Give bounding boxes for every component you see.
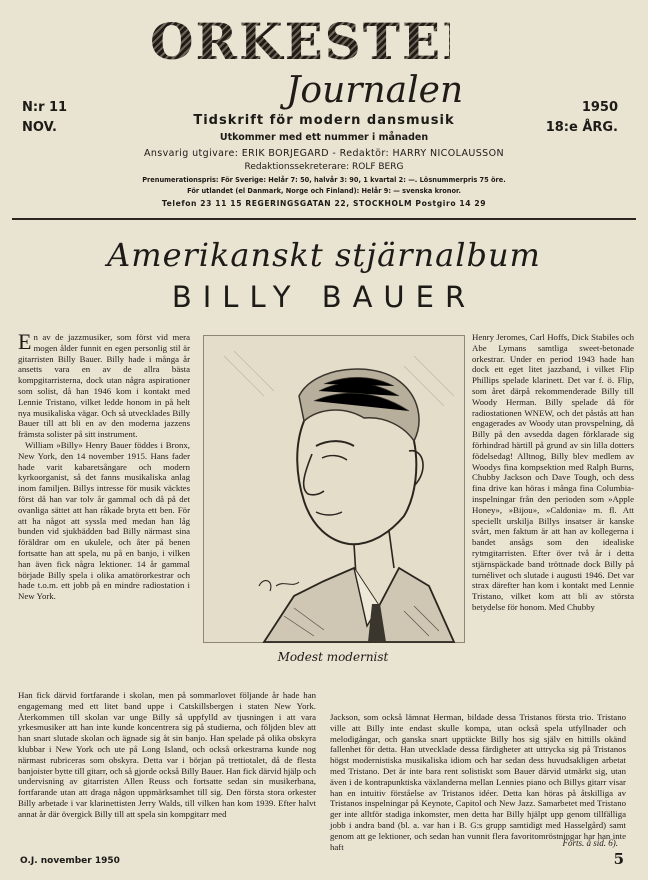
article-column-right — [472, 332, 634, 702]
paragraph-1: n av de jazzmusiker, som först vid mera mogen ålder funnit en egen personlig stil är gitarristen Billy Bauer. Billy hade i många år ansetts vara en av de allra bästa kompgitarristerna, dock utan några aspirationer som solist, då han 1946 kom i kontakt med Lennie Tristano, vilket ledde honom in på helt nya musikaliska vägar. Och så utvecklades Billy Bauer till att bli en av den moderna jazzens främsta solister på sitt instrument. — [18, 332, 190, 440]
issue-number: N:r 11 — [22, 100, 68, 115]
portrait-sketch — [204, 336, 464, 642]
masthead-rule — [12, 218, 636, 220]
logo-title: ORKESTER — [150, 12, 486, 71]
article-title: BILLY BAUER — [171, 280, 477, 314]
portrait-illustration — [203, 335, 465, 643]
article-column-left — [18, 329, 190, 687]
article-kicker: Amerikanskt stjärnalbum — [107, 236, 541, 274]
continued-note: Forts. å sid. 6). — [562, 838, 618, 848]
masthead-logo — [0, 8, 648, 111]
tagline: Tidskrift för modern dansmusik — [193, 113, 455, 128]
footer-issue: O.J. november 1950 — [20, 856, 120, 866]
article-bottom-left — [18, 690, 316, 840]
subtagline: Utkommer med ett nummer i månaden — [219, 132, 429, 143]
issue-month: NOV. — [22, 120, 57, 135]
editors-line: Ansvarig utgivare: ERIK BORJEGARD - Redaktör: HARRY NICOLAUSSON — [143, 148, 504, 159]
issue-year: 1950 — [581, 100, 618, 115]
logo-script: Journalen — [286, 70, 464, 111]
drop-cap: E — [18, 329, 32, 354]
paragraph-right: Henry Jeromes, Carl Hoffs, Dick Stabiles och Abe Lymans samtliga sweet-betonade orkestrar. Under en period 1943 hade han dock ett eget litet jazzband, i vilket Flip Phillips spelade klarinett. Det var f. ö. Flip, som året därpå rekommenderade Billy till Woody Herman. Billy spelade då för radiostationen WNEW, och det påstås att han engagerades av Woody utan provspelning, då Billy på den avsedda dagen förklarade sig förhindrad härtill på grund av sin lilla dotters födelsedag! Alltnog, Billy blev medlem av Woodys fina kompsektion med Ralph Burns, Chubby Jackson och Dave Tough, och dess fina drive kan höras i många fina Columbia-inspelningar från den perioden som »Apple Honey», »Bijou», »Caldonia» m. fl. Att speciellt urskilja Billys insatser är kanske svårt, men faktum är att han av kollegerna i bandet ansågs som den idealiske rytmgitarristen. Efter över två år i detta stjärnspäckade band tröttnade dock Billy på turnélivet och slutade i augusti 1946. Det var strax därefter han kom i kontakt med Lennie Tristano, vilket kom att bli av största betydelse för honom. Med Chubby — [472, 332, 634, 612]
illustration-caption: Modest modernist — [277, 650, 389, 664]
subscription-sweden: Prenumerationspris: För Sverige: Helår 7: 50, halvår 3: 90, 1 kvartal 2: —. Lösnummerpris 75 öre. — [142, 176, 506, 184]
subscription-abroad: För utlandet (el Danmark, Norge och Finland): Helår 9: — svenska kronor. — [187, 187, 461, 195]
paragraph-2: William »Billy» Henry Bauer föddes i Bronx, New York, den 14 november 1915. Hans fader hade varit kabaretsångare och modern kyrkoorganist, så det fanns musikaliska anlag inom familjen. Billys intresse för musik väcktes först då han var tolv år gammal och då på det ovanliga sättet att han råkade bryta ett ben. För att ha något att syssla med medan han låg bunden vid sjukbädden bad Billy närmast sina föräldrar om en ukulele, och åter på benen fortsatte han att spela, nu på en banjo, i vilken han även fick några lektioner. 14 år gammal började Billy spela i olika amatörorkestrar och hade t.o.m. ett jobb på en mindre radiostation i New York. — [18, 439, 190, 602]
editorial-secretary: Redaktionssekreterare: ROLF BERG — [244, 162, 404, 172]
address-line: Telefon 23 11 15 REGERINGSGATAN 22, STOCKHOLM Postgiro 14 29 — [161, 199, 487, 208]
issue-volume: 18:e ÅRG. — [545, 120, 618, 135]
paragraph-bottom-right: Jackson, som också lämnat Herman, bildade dessa Tristanos första trio. Tristano ville att Billy inte endast skulle kompa, utan också spela utfyllnader och melodigångar, och ganska snart upptäckte Billy hos sig själv en hittills okänd fallenhet för detta. Han utvecklade dessa färdigheter att uttrycka sig på Tristanos högst modernistiska musikaliska idiom och har sedan dess huvudsakligen arbetat med Tristano. Det är inte bara rent solistiskt som Bauer därvid utmärkt sig, utan även i de kontrapunktiska växlanderna mellan Lennies piano och Billys gitarr visar han en intuitiv förståelse av Tristanos idéer. Detta kan höras på åtskilliga av Tristanos inspelningar på Keynote, Capitol och New Jazz. Samarbetet med Tristano ger inte alltför stadiga inkomster, men detta har Billy hjälpt upp genom tillfälliga jobb i andra band (bl. a. var han i B. G:s grupp samtidigt med Hasselgård) samt genom att ge lektioner, och sedan han vunnit flera favoritomröstningar har han inte haft — [330, 712, 626, 852]
page-number: 5 — [613, 850, 624, 868]
paragraph-bottom-left: Han fick därvid fortfarande i skolan, men på sommarlovet följande år hade han engagemang med ett litet band uppe i Catskillsbergen i staten New York. Återkommen till skolan var unge Billy så uppfylld av tjusningen i att vara yrkesmusiker att han inte kunde koncentrera sig på studierna, och följden blev att han snart slutade skolan och ägnade sig åt sin banjo. Han spelade på olika obskyra klubbar i New York och ute på Long Island, och också orkestrarna kunde nog närmast rubriceras som obskyra. Detta var i början på trettiotalet, då de flesta banjoister bytte till gitarr, och så gjorde också Billy Bauer. Han fick därvid hjälp och undervisning av gitarristen Allen Reuss och fortsatte sedan sin musikerbana, fortfarande utan att draga någon uppmärksamhet till sig. Den första stora orkester Billy arbetade i var klarinettisten Jerry Walds, till vilken han kom 1939. Efter halvt annat år där övergick Billy till att spela sin kompgitarr med — [18, 690, 316, 819]
